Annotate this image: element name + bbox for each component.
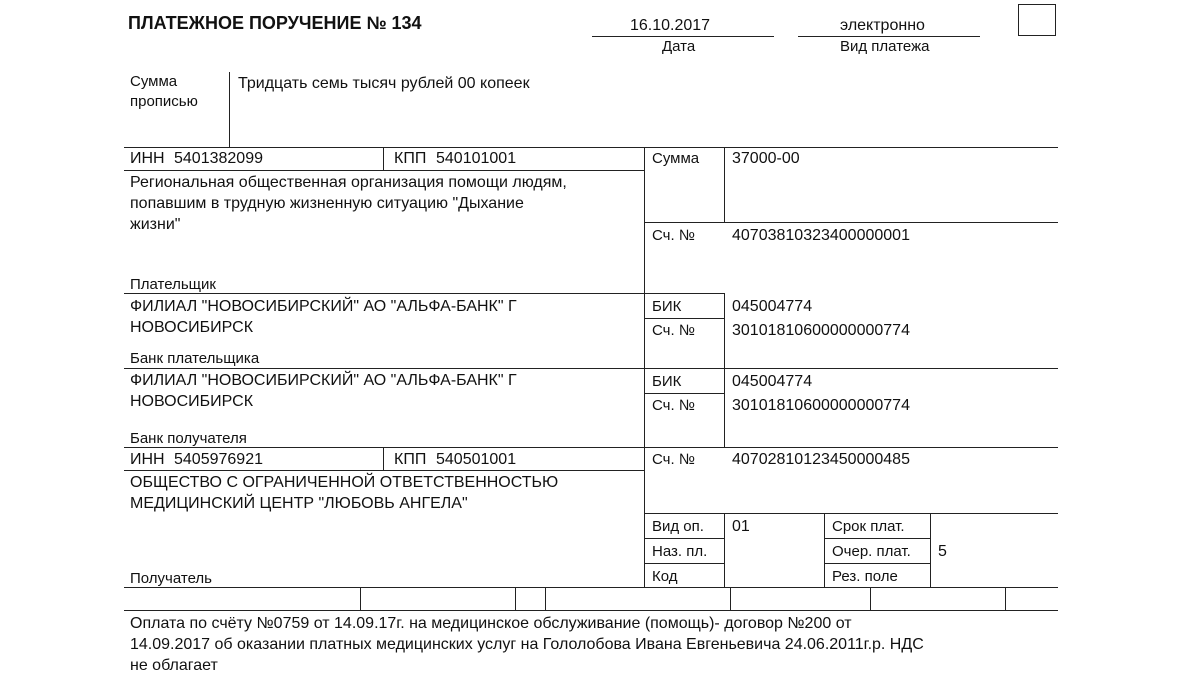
grid-line-222: [724, 222, 1058, 223]
recipient-inn-label: ИНН: [130, 451, 165, 468]
grid-vertical-724c: [724, 513, 725, 587]
purpose-cell-divider-1: [360, 587, 361, 610]
purpose-cell-divider-5: [870, 587, 871, 610]
grid-line-318: [644, 318, 724, 319]
payer-name-line-3: жизни": [130, 216, 181, 233]
grid-line-368: [124, 368, 1058, 369]
purpose-cell-divider-2: [515, 587, 516, 610]
payment-type-underline: [798, 36, 980, 37]
recipient-inn-value: 5405976921: [174, 451, 263, 468]
payer-kpp-value: 540101001: [436, 150, 517, 167]
grid-vertical-824: [824, 513, 825, 587]
grid-line-563: [644, 563, 724, 564]
recipient-kpp-label: КПП: [394, 451, 427, 468]
grid-vertical-724b: [724, 293, 725, 447]
grid-line-447: [124, 447, 1058, 448]
grid-line-393: [644, 393, 724, 394]
payer-name-line-1: Региональная общественная организация помощи людям,: [130, 174, 567, 191]
form-code-box: [1018, 4, 1056, 36]
grid-line-513: [644, 513, 1058, 514]
recipient-name-line-2: МЕДИЦИНСКИЙ ЦЕНТР "ЛЮБОВЬ АНГЕЛА": [130, 495, 468, 512]
date-value: 16.10.2017: [630, 17, 711, 34]
payer-name-line-2: попавшим в трудную жизненную ситуацию "Дыхание: [130, 195, 524, 212]
payment-type-value: электронно: [840, 17, 925, 34]
recipient-bank-corr-value: 30101810600000000774: [732, 397, 910, 414]
payer-account-value: 40703810323400000001: [732, 227, 910, 244]
priority-label: Очер. плат.: [832, 543, 911, 560]
sum-value: 37000-00: [732, 150, 800, 167]
recipient-kpp-value: 540501001: [436, 451, 517, 468]
recipient-label: Получатель: [130, 570, 212, 587]
code-label: Код: [652, 568, 678, 585]
grid-line-610: [124, 610, 1058, 611]
payer-kpp-label: КПП: [394, 150, 427, 167]
term-label: Срок плат.: [832, 518, 905, 535]
payer-inn-label: ИНН: [130, 150, 165, 167]
purpose-line-2: 14.09.2017 об оказании платных медицинских услуг на Гололобова Ивана Евгеньевича 24.06.2011г.р. НДС: [130, 636, 924, 653]
purpose-line-3: не облагает: [130, 657, 218, 674]
purpose-cell-divider-6: [1005, 587, 1006, 610]
payer-bank-bik-value: 045004774: [732, 298, 813, 315]
grid-line-538: [644, 538, 724, 539]
payer-inn-value: 5401382099: [174, 150, 263, 167]
op-type-value: 01: [732, 518, 750, 535]
purpose-cell-divider-4: [730, 587, 731, 610]
grid-line-563b: [824, 563, 930, 564]
grid-line-293: [124, 293, 644, 294]
grid-vertical-644: [644, 147, 645, 587]
purpose-cell-divider-3: [545, 587, 546, 610]
payer-bank-corr-value: 30101810600000000774: [732, 322, 910, 339]
grid-line-147: [124, 147, 1058, 148]
recipient-bank-bik-label: БИК: [652, 373, 682, 390]
payer-account-label: Сч. №: [652, 227, 695, 244]
grid-line-293b: [644, 293, 724, 294]
grid-line-170: [124, 170, 644, 171]
recipient-account-label: Сч. №: [652, 451, 695, 468]
grid-line-222b: [644, 222, 724, 223]
payment-type-label: Вид платежа: [840, 38, 930, 55]
grid-line-538b: [824, 538, 930, 539]
grid-vertical-724a: [724, 147, 725, 222]
recipient-bank-corr-label: Сч. №: [652, 397, 695, 414]
date-label: Дата: [662, 38, 696, 55]
payer-bank-corr-label: Сч. №: [652, 322, 695, 339]
purpose-code-label: Наз. пл.: [652, 543, 708, 560]
document-title: ПЛАТЕЖНОЕ ПОРУЧЕНИЕ № 134: [128, 13, 422, 33]
payer-label: Плательщик: [130, 276, 216, 293]
payer-bank-name-line-2: НОВОСИБИРСК: [130, 319, 254, 336]
date-underline: [592, 36, 774, 37]
amount-words-divider: [229, 72, 230, 148]
sum-label: Сумма: [652, 150, 700, 167]
amount-words-value: Тридцать семь тысяч рублей 00 копеек: [238, 75, 530, 92]
op-type-label: Вид оп.: [652, 518, 704, 535]
payer-inn-kpp-divider: [383, 147, 384, 170]
recipient-bank-name-line-2: НОВОСИБИРСК: [130, 393, 254, 410]
grid-line-470: [124, 470, 644, 471]
amount-words-label-1: Сумма: [130, 73, 178, 90]
recipient-name-line-1: ОБЩЕСТВО С ОГРАНИЧЕННОЙ ОТВЕТСТВЕННОСТЬЮ: [130, 474, 559, 491]
priority-value: 5: [938, 543, 947, 560]
recipient-account-value: 40702810123450000485: [732, 451, 910, 468]
recipient-bank-name-line-1: ФИЛИАЛ "НОВОСИБИРСКИЙ" АО "АЛЬФА-БАНК" Г: [130, 372, 517, 389]
reserve-label: Рез. поле: [832, 568, 898, 585]
payer-bank-label: Банк плательщика: [130, 350, 260, 367]
payer-bank-name-line-1: ФИЛИАЛ "НОВОСИБИРСКИЙ" АО "АЛЬФА-БАНК" Г: [130, 298, 517, 315]
payer-bank-bik-label: БИК: [652, 298, 682, 315]
purpose-line-1: Оплата по счёту №0759 от 14.09.17г. на медицинское обслуживание (помощь)- договор №200 от: [130, 615, 852, 632]
recipient-inn-kpp-divider: [383, 447, 384, 470]
recipient-bank-label: Банк получателя: [130, 430, 247, 447]
amount-words-label-2: прописью: [130, 93, 198, 110]
recipient-bank-bik-value: 045004774: [732, 373, 813, 390]
grid-vertical-930: [930, 513, 931, 587]
grid-line-587: [124, 587, 1058, 588]
